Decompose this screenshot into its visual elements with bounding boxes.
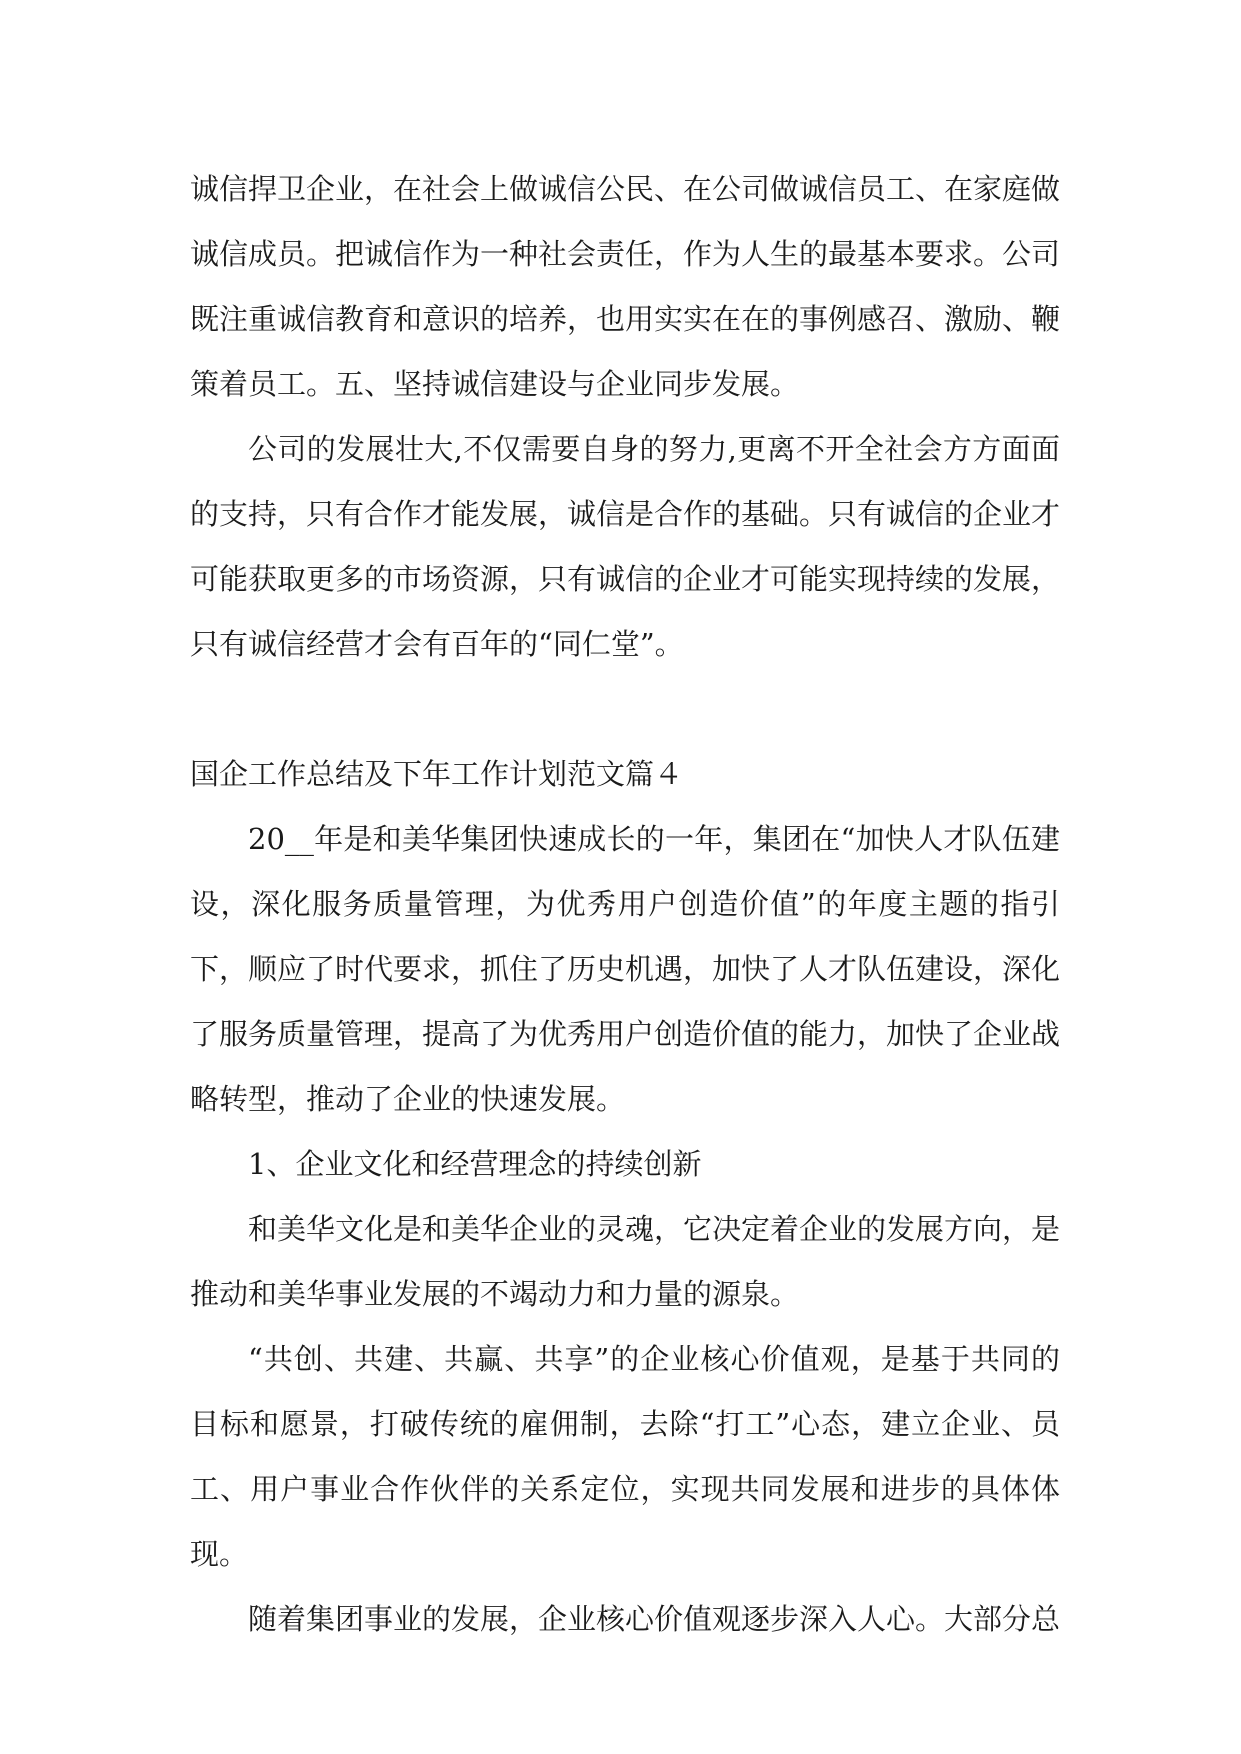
subheading-corporate-culture: 1、企业文化和经营理念的持续创新 xyxy=(248,1147,702,1181)
paragraph-annual-summary: 20__年是和美华集团快速成长的一年，集团在“加快人才队伍建设，深化服务质量管理，为优秀用户创造价值”的年度主题的指引下，顺应了时代要求，抓住了历史机遇，加快了人才队伍建设，深化了服务质量管理，提高了为优秀用户创造价值的能力，加快了企业战略转型，推动了企业的快速发展。 xyxy=(190,822,1061,1116)
section-title: 国企工作总结及下年工作计划范文篇４ xyxy=(190,757,684,791)
paragraph-values-spread: 随着集团事业的发展，企业核心价值观逐步深入人心。大部分总 xyxy=(248,1602,1061,1636)
section-spacer xyxy=(190,677,1060,742)
paragraph-core-values: “共创、共建、共赢、共享”的企业核心价值观，是基于共同的目标和愿景，打破传统的雇佣制，去除“打工”心态，建立企业、员工、用户事业合作伙伴的关系定位，实现共同发展和进步的具体体现。 xyxy=(190,1342,1060,1571)
paragraph-culture-soul: 和美华文化是和美华企业的灵魂，它决定着企业的发展方向，是推动和美华事业发展的不竭动力和力量的源泉。 xyxy=(190,1212,1061,1311)
document-body xyxy=(190,157,1060,1652)
paragraph-company-development: 公司的发展壮大,不仅需要自身的努力,更离不开全社会方方面面的支持，只有合作才能发展，诚信是合作的基础。只有诚信的企业才可能获取更多的市场资源，只有诚信的企业才可能实现持续的发展，只有诚信经营才会有百年的“同仁堂”。 xyxy=(190,432,1061,661)
paragraph-integrity-defense: 诚信捍卫企业，在社会上做诚信公民、在公司做诚信员工、在家庭做诚信成员。把诚信作为一种社会责任，作为人生的最基本要求。公司既注重诚信教育和意识的培养，也用实实在在的事例感召、激励、鞭策着员工。五、坚持诚信建设与企业同步发展。 xyxy=(190,172,1061,401)
